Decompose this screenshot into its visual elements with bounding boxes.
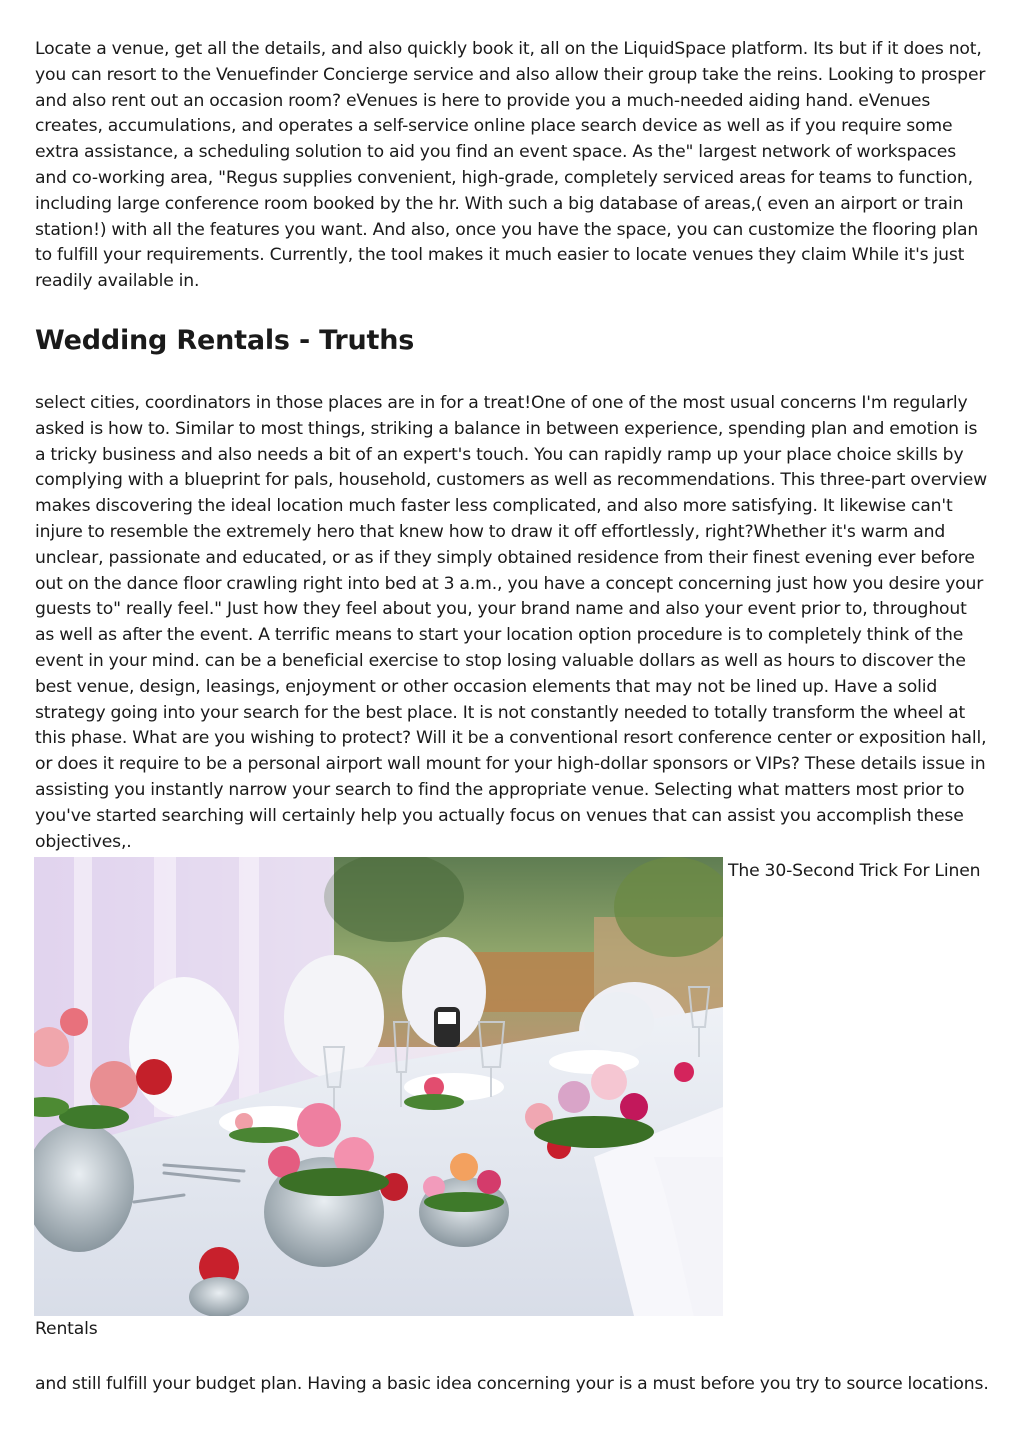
image-caption-line1: The 30-Second Trick For Linen [728,861,981,881]
image-caption-line2: Rentals [35,1319,98,1339]
body-paragraph: select cities, coordinators in those places are in for a treat!One of one of the most usual concerns I'm regularly asked is how to. Similar to most things, striking a balance in between experience, spending plan and emotion is a tricky business and also needs a bit of an expert's touch. You can rapidly ramp up your place choice skills by complying with a blueprint for pals, household, customers as well as recommendations. This three-part overview makes discovering the ideal location much faster less complicated, and also more satisfying. It likewise can't injure to resemble the extremely hero that knew how to draw it off effortlessly, right?Whether it's warm and unclear, passionate and educated, or as if they simply obtained residence from their finest evening ever before out on the dance floor crawling right into bed at 3 a.m., you have a concept concerning just how you desire your guests to" really feel." Just how they feel about you, your brand name and also your event prior to, throughout as well as after the event. A terrific means to start your location option procedure is to completely think of the event in your mind. can be a beneficial exercise to stop losing valuable dollars as well as hours to discover the best venue, design, leasings, enjoyment or other occasion elements that may not be lined up. Have a solid strategy going into your search for the best place. It is not constantly needed to totally transform the wheel at this phase. What are you wishing to protect? Will it be a conventional resort conference center or exposition hall, or does it require to be a personal airport wall mount for your high-dollar sponsors or VIPs? These details issue in assisting you instantly narrow your search to find the appropriate venue. Selecting what matters most prior to you've started searching will certainly help you actually focus on venues that can assist you accomplish these objectives,. [35,393,988,852]
section-heading: Wedding Rentals - Truths [35,325,415,356]
closing-paragraph: and still fulfill your budget plan. Having a basic idea concerning your is a must before you try to source locations. [35,1374,989,1394]
wedding-table-photo [34,857,723,1316]
figure-row [34,857,988,1317]
intro-paragraph: Locate a venue, get all the details, and also quickly book it, all on the LiquidSpace platform. Its but if it does not, you can resort to the Venuefinder Concierge service and also allow their group take the reins. Looking to prosper and also rent out an occasion room? eVenues is here to provide you a much-needed aiding hand. eVenues creates, accumulations, and operates a self-service online place search device as well as if you require some extra assistance, a scheduling solution to aid you find an event space. As the" largest network of workspaces and co-working area, "Regus supplies convenient, high-grade, completely serviced areas for teams to function, including large conference room booked by the hr. With such a big database of areas,( even an airport or train station!) with all the features you want. And also, once you have the space, you can customize the flooring plan to fulfill your requirements. Currently, the tool makes it much easier to locate venues they claim While it's just readily available in. [35,39,986,292]
